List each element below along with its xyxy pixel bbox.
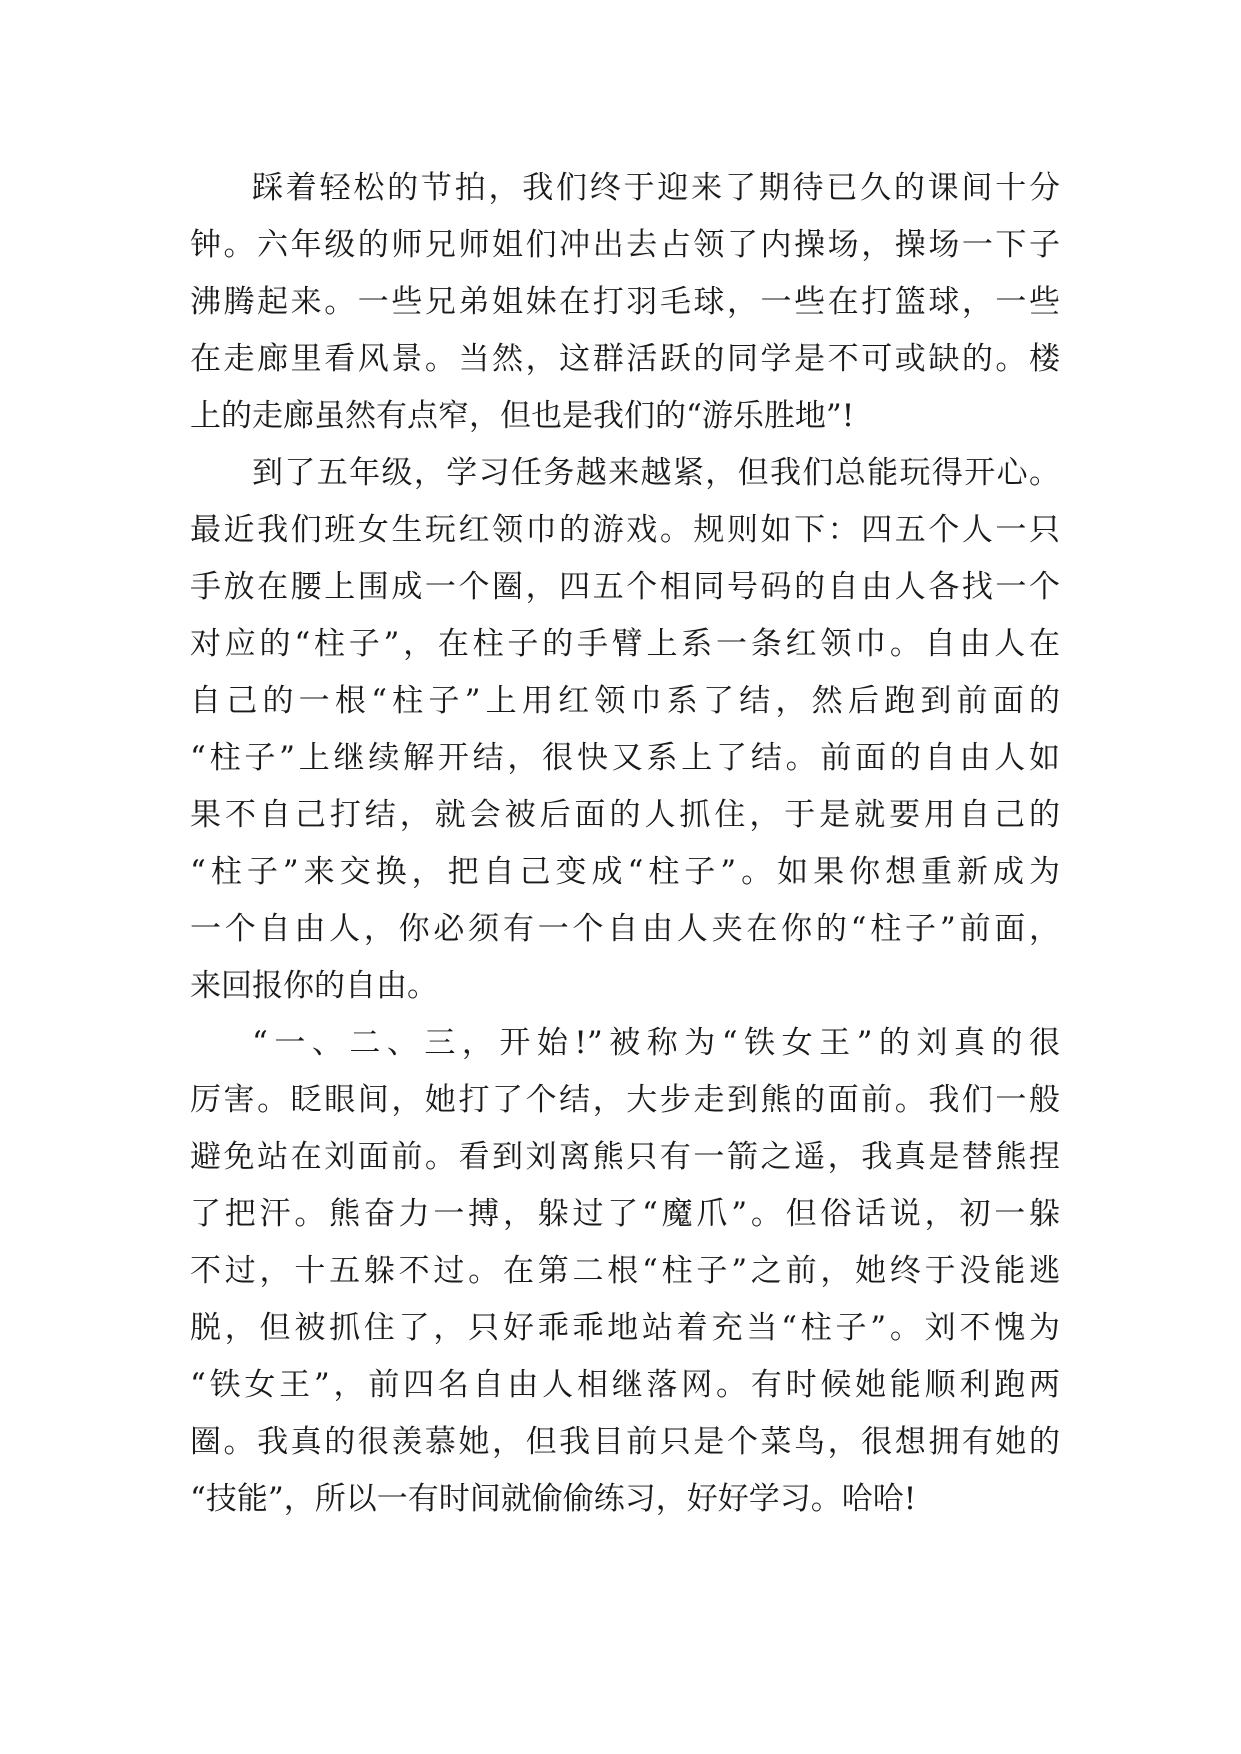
text-line: 沸腾起来。一些兄弟姐妹在打羽毛球，一些在打篮球，一些 bbox=[190, 284, 1060, 320]
text-line: “一、二、三，开始!”被称为“铁女王”的刘真的很 bbox=[252, 1025, 1060, 1061]
text-line: 一个自由人，你必须有一个自由人夹在你的“柱子”前面， bbox=[190, 911, 1060, 947]
text-line: 对应的“柱子”，在柱子的手臂上系一条红领巾。自由人在 bbox=[190, 626, 1060, 662]
text-line: 避免站在刘面前。看到刘离熊只有一箭之遥，我真是替熊捏 bbox=[190, 1139, 1060, 1175]
text-line: 钟。六年级的师兄师姐们冲出去占领了内操场，操场一下子 bbox=[190, 227, 1060, 263]
text-line: 手放在腰上围成一个圈，四五个相同号码的自由人各找一个 bbox=[190, 569, 1060, 605]
text-line: “铁女王”，前四名自由人相继落网。有时候她能顺利跑两 bbox=[190, 1367, 1060, 1403]
essay-body bbox=[190, 160, 1060, 1528]
text-line: “柱子”上继续解开结，很快又系上了结。前面的自由人如 bbox=[190, 740, 1060, 776]
paragraph-2 bbox=[190, 445, 1060, 1015]
text-line: “技能”，所以一有时间就偷偷练习，好好学习。哈哈! bbox=[190, 1481, 917, 1517]
paragraph-3 bbox=[190, 1015, 1060, 1528]
text-line: 上的走廊虽然有点窄，但也是我们的“游乐胜地”! bbox=[190, 398, 855, 434]
text-line: 圈。我真的很羡慕她，但我目前只是个菜鸟，很想拥有她的 bbox=[190, 1424, 1060, 1460]
text-line: 厉害。眨眼间，她打了个结，大步走到熊的面前。我们一般 bbox=[190, 1082, 1060, 1118]
text-line: 到了五年级，学习任务越来越紧，但我们总能玩得开心。 bbox=[252, 455, 1060, 491]
text-line: 踩着轻松的节拍，我们终于迎来了期待已久的课间十分 bbox=[252, 170, 1060, 206]
text-line: 最近我们班女生玩红领巾的游戏。规则如下：四五个人一只 bbox=[190, 512, 1060, 548]
text-line: 在走廊里看风景。当然，这群活跃的同学是不可或缺的。楼 bbox=[190, 341, 1060, 377]
text-line: 来回报你的自由。 bbox=[190, 968, 438, 1004]
text-line: 了把汗。熊奋力一搏，躲过了“魔爪”。但俗话说，初一躲 bbox=[190, 1196, 1060, 1232]
text-line: “柱子”来交换，把自己变成“柱子”。如果你想重新成为 bbox=[190, 854, 1060, 890]
text-line: 自己的一根“柱子”上用红领巾系了结，然后跑到前面的 bbox=[190, 683, 1060, 719]
text-line: 不过，十五躲不过。在第二根“柱子”之前，她终于没能逃 bbox=[190, 1253, 1060, 1289]
paragraph-1 bbox=[190, 160, 1060, 445]
text-line: 果不自己打结，就会被后面的人抓住，于是就要用自己的 bbox=[190, 797, 1060, 833]
text-line: 脱，但被抓住了，只好乖乖地站着充当“柱子”。刘不愧为 bbox=[190, 1310, 1060, 1346]
